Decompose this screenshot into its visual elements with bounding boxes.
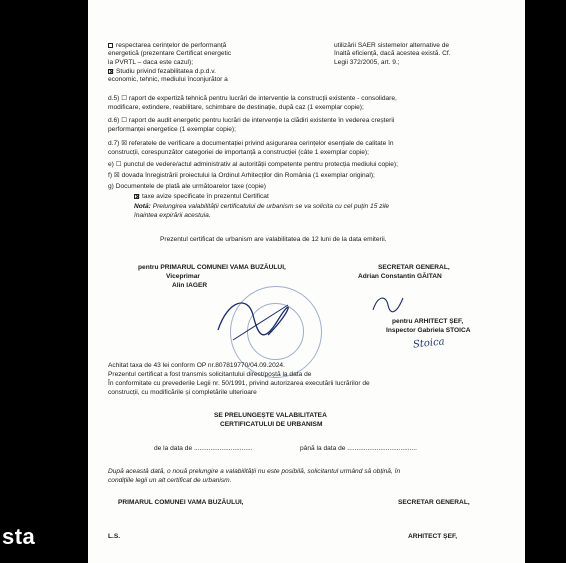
footer-ls: L.S. <box>108 533 121 540</box>
right-col-line1: utilizării SAER sistemelor alternative de <box>334 42 450 49</box>
extension-heading-2: CERTIFICATULUI DE URBANISM <box>220 421 323 428</box>
architect-name: Inspector Gabriela STOICA <box>386 327 471 334</box>
checkbox-unchecked-icon <box>108 43 113 48</box>
validity-text: Prezentul certificat de urbanism are valabilitatea de 12 luni de la data emiterii. <box>160 236 387 243</box>
payment-line: Achitat taxa de 43 lei conform OP nr.807819770/04.09.2024. <box>108 362 285 369</box>
item-d6: d.6) ☐ raport de audit energetic pentru lucrări de intervenție la clădiri existente în vederea creșterii <box>108 117 395 124</box>
item-g: g) Documentele de plată ale următoarelor taxe (copie) <box>108 183 266 190</box>
checkbox-checked-icon <box>108 69 113 74</box>
law-line-cont: construcții, cu modificările și completările ulterioare <box>108 389 257 396</box>
footer-secretary-title: SECRETAR GENERAL, <box>398 499 470 506</box>
item-d6-cont: performanței energetice (1 exemplar copie); <box>108 126 236 133</box>
checkbox-checked-icon <box>134 194 139 199</box>
mayor-title: pentru PRIMARUL COMUNEI VAMA BUZĂULUI, <box>138 264 286 271</box>
item-d7-cont: construcții, corespunzător categoriei de importanță a construcției (câte 1 exemplar copie); <box>108 149 369 156</box>
footer-mayor-title: PRIMARUL COMUNEI VAMA BUZĂULUI, <box>118 499 244 506</box>
extension-from: de la data de ................................ <box>154 445 253 452</box>
item-energy-performance: respectarea cerințelor de performanță <box>108 42 226 50</box>
architect-title: pentru ARHITECT ȘEF, <box>392 318 464 325</box>
item-energy-performance-cont2: la PVRTL – daca este cazul); <box>108 59 194 66</box>
architect-signature: Stoica <box>412 336 446 351</box>
extension-after-cont: condițiile legii un alt certificat de urbanism. <box>108 477 232 484</box>
mayor-name: Alin IAGER <box>172 282 208 289</box>
extension-heading-1: SE PRELUNGEȘTE VALABILITATEA <box>214 412 327 419</box>
document-page <box>88 0 525 563</box>
mayor-signature-icon <box>208 290 298 350</box>
extension-to: până la data de ...................................... <box>300 445 417 452</box>
extension-after: După această dată, o nouă prelungire a valabilității nu este posibilă, solicitantul urmând să obțină, în <box>108 468 401 475</box>
item-feasibility-study-cont: economic, tehnic, mediului înconjurător a <box>108 76 228 83</box>
note: Notă: Prelungirea valabilității certificatului de urbanism se va solicita cu cel puțin 15 zile <box>134 203 390 210</box>
right-col-line3: Legii 372/2005, art. 9.; <box>334 59 400 66</box>
transmit-line: Prezentul certificat a fost transmis solicitantului direct/poștă la data de <box>108 371 312 378</box>
item-g-tax: taxe avize specificate în prezentul Certificat <box>134 193 269 201</box>
mayor-role: Viceprimar <box>166 273 200 280</box>
item-e: e) ☐ punctul de vedere/actul administrativ al autorității competente pentru protecția mediului copie); <box>108 161 398 168</box>
item-f: f) ☒ dovada înregistrării proiectului la Ordinul Arhitecților din România (1 exemplar original); <box>108 172 375 179</box>
item-d7: d.7) ☒ referatele de verificare a documentației privind asigurarea cerințelor esențiale de calitate în <box>108 140 394 147</box>
secretary-title: SECRETAR GENERAL, <box>378 264 450 271</box>
item-energy-performance-cont: energetică (prezentare Certificat energetic <box>108 50 232 57</box>
law-line: În conformitate cu prevederile Legii nr. 50/1991, privind autorizarea executării lucrărilor de <box>108 380 370 387</box>
right-col-line2: înaltă eficiență, dacă acestea există. Cf. <box>334 50 451 57</box>
footer-architect: ARHITECT ȘEF, <box>408 533 458 540</box>
secretary-name: Adrian Constantin GĂITAN <box>358 273 442 280</box>
secretary-signature-icon <box>368 290 408 320</box>
item-d5: d.5) ☐ raport de expertiză tehnică pentru lucrări de intervenție la construcții existente - consolidare, <box>108 95 397 102</box>
watermark-logo: sta <box>2 524 36 549</box>
note-cont: înaintea expirării acestuia. <box>134 212 211 219</box>
item-feasibility-study: Studiu privind fezabilitatea d.p.d.v. <box>108 68 216 76</box>
item-d5-cont: modificare, extindere, reabilitare, schimbare de destinație, după caz (1 exemplar copie); <box>108 104 364 111</box>
